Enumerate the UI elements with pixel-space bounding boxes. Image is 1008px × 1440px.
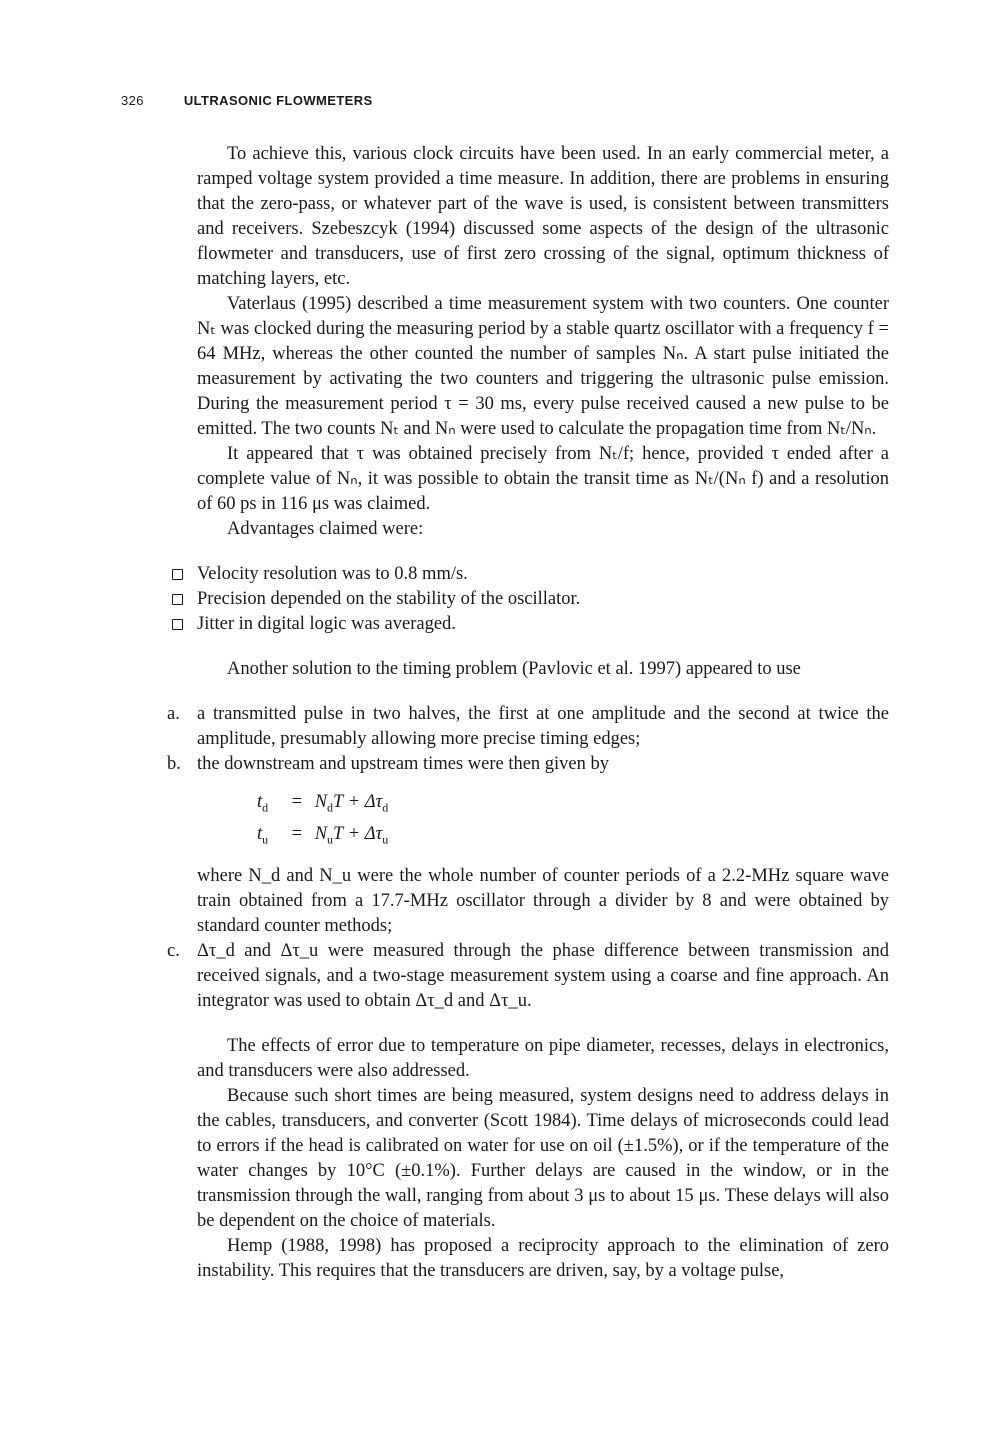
equation: $t_u = N_uT + \Delta\tau_u$ [257,823,389,847]
page-number: 326 [121,93,144,108]
list-item-continuation: where N_d and N_u were the whole number of counter periods of a 2.2-MHz square wave train obtained from a 17.7-MHz oscillator through a divider by 8 and were obtained by standard counter methods; [197,866,889,937]
list-item: Jitter in digital logic was averaged. [167,612,889,637]
paragraph: Advantages claimed were: [227,519,424,539]
checkbox-bullet-icon [172,594,183,605]
equation: $t_d = N_dT + \Delta\tau_d$ [257,792,389,815]
paragraph: Another solution to the timing problem (Pavlovic et al. 1997) appeared to use [227,659,801,679]
paragraph: It appeared that τ was obtained precisely from Nₜ/f; hence, provided τ ended after a complete value of Nₙ, it was possible to obtain the transit time as Nₜ/(Nₙ f) and a resolution of 60 ps in 116 μs was claimed. [197,444,889,514]
list-item: Precision depended on the stability of the oscillator. [167,587,889,612]
lettered-list [167,702,889,1014]
paragraph: Vaterlaus (1995) described a time measurement system with two counters. One counter Nₜ was clocked during the measuring period by a stable quartz oscillator with a frequency f = 64 MHz, whereas the other counted the number of samples Nₙ. A start pulse initiated the measurement by activating the two counters and triggering the ultrasonic pulse emission. During the measurement period τ = 30 ms, every pulse received caused a new pulse to be emitted. The two counts Nₜ and Nₙ were used to calculate the propagation time from Nₜ/Nₙ. [197,294,889,439]
running-title: ULTRASONIC FLOWMETERS [183,93,373,108]
list-item: Velocity resolution was to 0.8 mm/s. [167,562,889,587]
checkbox-bullet-icon [172,569,183,580]
checkbox-bullet-icon [172,619,183,630]
running-head [121,93,373,108]
paragraph: To achieve this, various clock circuits have been used. In an early commercial meter, a ramped voltage system provided a time measure. In addition, there are problems in ensuring that the zero-pass, or whatever part of the wave is used, is consistent between transmitters and receivers. Szebeszcyk (1994) discussed some aspects of the design of the ultrasonic flowmeter and transducers, use of first zero crossing of the signal, optimum thickness of matching layers, etc. [197,144,889,289]
paragraph: The effects of error due to temperature on pipe diameter, recesses, delays in electronics, and transducers were also addressed. [197,1036,889,1082]
paragraph: Hemp (1988, 1998) has proposed a reciprocity approach to the elimination of zero instability. This requires that the transducers are driven, say, by a voltage pulse, [197,1236,889,1282]
list-item: c. Δτ_d and Δτ_u were measured through the phase difference between transmission and received signals, and a two-stage measurement system using a coarse and fine approach. An integrator was used to obtain Δτ_d and Δτ_u. [167,941,889,1012]
paragraph: Because such short times are being measured, system designs need to address delays in the cables, transducers, and converter (Scott 1984). Time delays of microseconds could lead to errors if the head is calibrated on water for use on oil (±1.5%), or if the temperature of the water changes by 10°C (±0.1%). Further delays are caused in the window, or in the transmission through the wall, ranging from about 3 μs to about 15 μs. These delays will also be dependent on the choice of materials. [197,1086,889,1232]
list-item: b. the downstream and upstream times were then given by $t_d = N_dT + \Delta\tau_d$ $t_u = N_uT + \Delta\tau_u$ where N_d and N_u were the whole number of counter periods of a 2.2-MHz square wave train obtained from a 17.7-MHz oscillator through a divider by 8 and were obtained by standard counter methods; [167,752,889,939]
equation-block [257,789,889,852]
list-item: a. a transmitted pulse in two halves, the first at one amplitude and the second at twice the amplitude, presumably allowing more precise timing edges; [167,704,889,749]
body-text [167,142,889,1284]
bullet-list [197,562,889,637]
